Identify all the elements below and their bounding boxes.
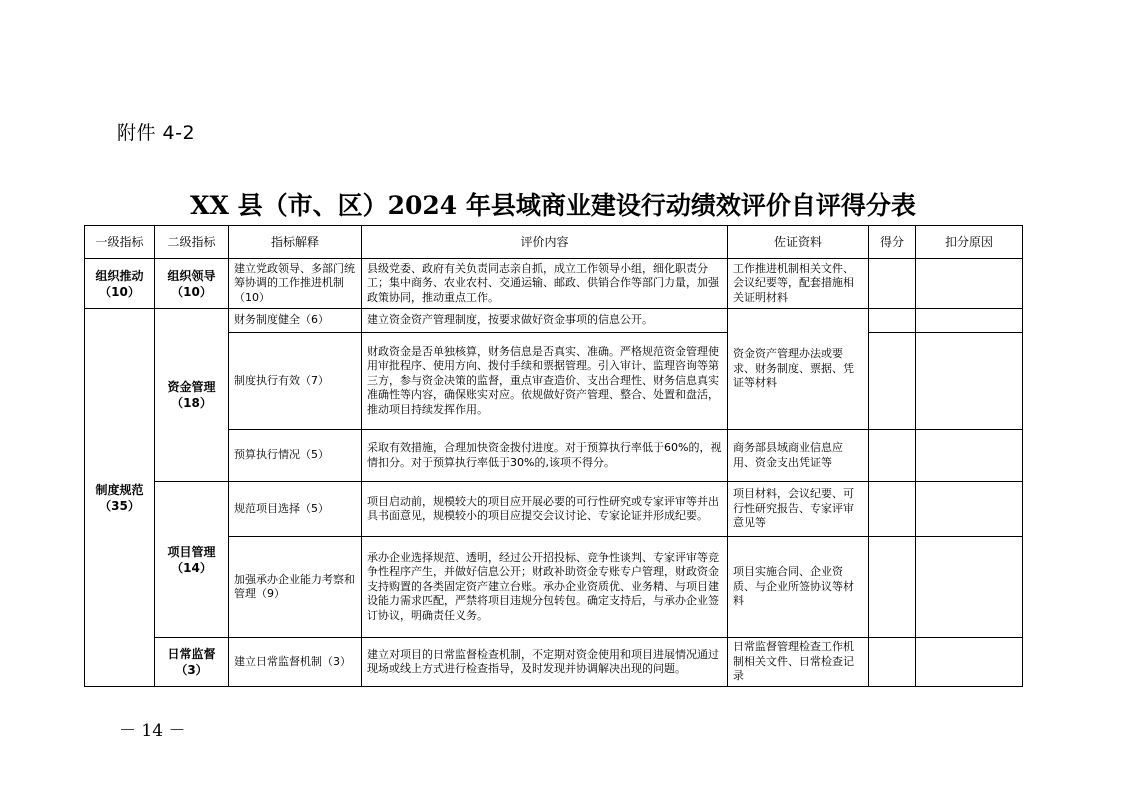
- score-cell[interactable]: [869, 638, 916, 687]
- evidence-cell: 工作推进机制相关文件、会议纪要等，配套措施相关证明材料: [728, 259, 869, 309]
- page-number: － 14 －: [119, 721, 186, 741]
- table-row: [85, 309, 1023, 333]
- deduction-cell[interactable]: [916, 537, 1023, 638]
- score-cell[interactable]: [869, 333, 916, 430]
- evidence-cell: 日常监督管理检查工作机制相关文件、日常检查记录: [728, 638, 869, 687]
- level2-name: 项目管理: [167, 544, 216, 559]
- level2-cell: [155, 482, 229, 638]
- evidence-cell: 项目材料，会议纪要、可行性研究报告、专家评审意见等: [728, 482, 869, 537]
- level2-score: （18）: [171, 396, 212, 410]
- deduction-cell[interactable]: [916, 333, 1023, 430]
- explain-cell: 预算执行情况（5）: [229, 430, 362, 482]
- content-cell: 建立对项目的日常监督检查机制，不定期对资金使用和项目进展情况通过现场或线上方式进行检查指导，及时发现并协调解决出现的问题。: [362, 638, 728, 687]
- explain-cell: 建立日常监督机制（3）: [229, 638, 362, 687]
- content-cell: 采取有效措施，合理加快资金拨付进度。对于预算执行率低于60%的，视情扣分。对于预算执行率低于30%的,该项不得分。: [362, 430, 728, 482]
- content-cell: 项目启动前，规模较大的项目应开展必要的可行性研究或专家评审等并出具书面意见，规模较小的项目应提交会议讨论、专家论证并形成纪要。: [362, 482, 728, 537]
- explain-cell: 建立党政领导、多部门统筹协调的工作推进机制（10）: [229, 259, 362, 309]
- content-cell: 财政资金是否单独核算，财务信息是否真实、准确。严格规范资金管理使用审批程序、使用方向、拨付手续和票据管理。引入审计、监理咨询等第三方，参与资金决策的监督，重点审查造价、支出合理性、财务信息真实准确性等内容，确保账实对应。依规做好资产管理、整合、处置和盘活，推动项目持续发挥作用。: [362, 333, 728, 430]
- deduction-cell[interactable]: [916, 482, 1023, 537]
- level1-score: （10）: [99, 284, 140, 299]
- level2-score: （3）: [175, 663, 208, 677]
- content-cell: 承办企业选择规范、透明，经过公开招投标、竞争性谈判、专家评审等竞争性程序产生，并做好信息公开；财政补助资金专账专户管理，财政资金支持购置的各类固定资产建立台账。承办企业资质优、业务精、与项目建设能力需求匹配，严禁将项目违规分包转包。确定支持后，与承办企业签订协议，明确责任义务。: [362, 537, 728, 638]
- explain-cell: 加强承办企业能力考察和管理（9）: [229, 537, 362, 638]
- level1-score: （35）: [99, 498, 140, 513]
- attachment-label: 附件 4-2: [117, 122, 196, 144]
- explain-cell: 规范项目选择（5）: [229, 482, 362, 537]
- table-row: [85, 638, 1023, 687]
- header-row: [85, 226, 1023, 259]
- score-cell[interactable]: [869, 309, 916, 333]
- level2-score: （14）: [171, 560, 212, 575]
- header-explain: 指标解释: [229, 226, 362, 259]
- level2-name: 组织领导: [167, 268, 216, 283]
- evidence-cell: 商务部县域商业信息应用、资金支出凭证等: [728, 430, 869, 482]
- score-cell[interactable]: [869, 537, 916, 638]
- table-row: [85, 259, 1023, 309]
- level1-cell: [85, 259, 155, 309]
- level2-cell: [155, 638, 229, 687]
- header-evidence: 佐证资料: [728, 226, 869, 259]
- level2-score: （10）: [171, 284, 212, 299]
- deduction-cell[interactable]: [916, 638, 1023, 687]
- level2-name: 资金管理: [167, 380, 216, 394]
- content-cell: 县级党委、政府有关负责同志亲自抓，成立工作领导小组，细化职责分工；集中商务、农业农村、交通运输、邮政、供销合作等部门力量，加强政策协同，推动重点工作。: [362, 259, 728, 309]
- explain-cell: 制度执行有效（7）: [229, 333, 362, 430]
- level1-name: 组织推动: [95, 268, 144, 283]
- score-cell[interactable]: [869, 482, 916, 537]
- score-cell[interactable]: [869, 259, 916, 309]
- explain-cell: 财务制度健全（6）: [229, 309, 362, 333]
- page-title: XX 县（市、区）2024 年县域商业建设行动绩效评价自评得分表: [190, 191, 916, 220]
- level2-cell: [155, 259, 229, 309]
- level2-name: 日常监督: [167, 647, 216, 661]
- deduction-cell[interactable]: [916, 309, 1023, 333]
- deduction-cell[interactable]: [916, 430, 1023, 482]
- header-deduction: 扣分原因: [916, 226, 1023, 259]
- level1-cell: [85, 309, 155, 687]
- level1-name: 制度规范: [95, 482, 144, 497]
- evidence-cell: 项目实施合同、企业资质、与企业所签协议等材料: [728, 537, 869, 638]
- level2-cell: [155, 309, 229, 482]
- content-cell: 建立资金资产管理制度，按要求做好资金事项的信息公开。: [362, 309, 728, 333]
- header-score: 得分: [869, 226, 916, 259]
- score-cell[interactable]: [869, 430, 916, 482]
- score-table: [84, 225, 1023, 687]
- header-level1: 一级指标: [85, 226, 155, 259]
- header-level2: 二级指标: [155, 226, 229, 259]
- deduction-cell[interactable]: [916, 259, 1023, 309]
- evidence-cell: 资金资产管理办法或要求、财务制度、票据、凭证等材料: [728, 309, 869, 430]
- table-row: [85, 482, 1023, 537]
- header-content: 评价内容: [362, 226, 728, 259]
